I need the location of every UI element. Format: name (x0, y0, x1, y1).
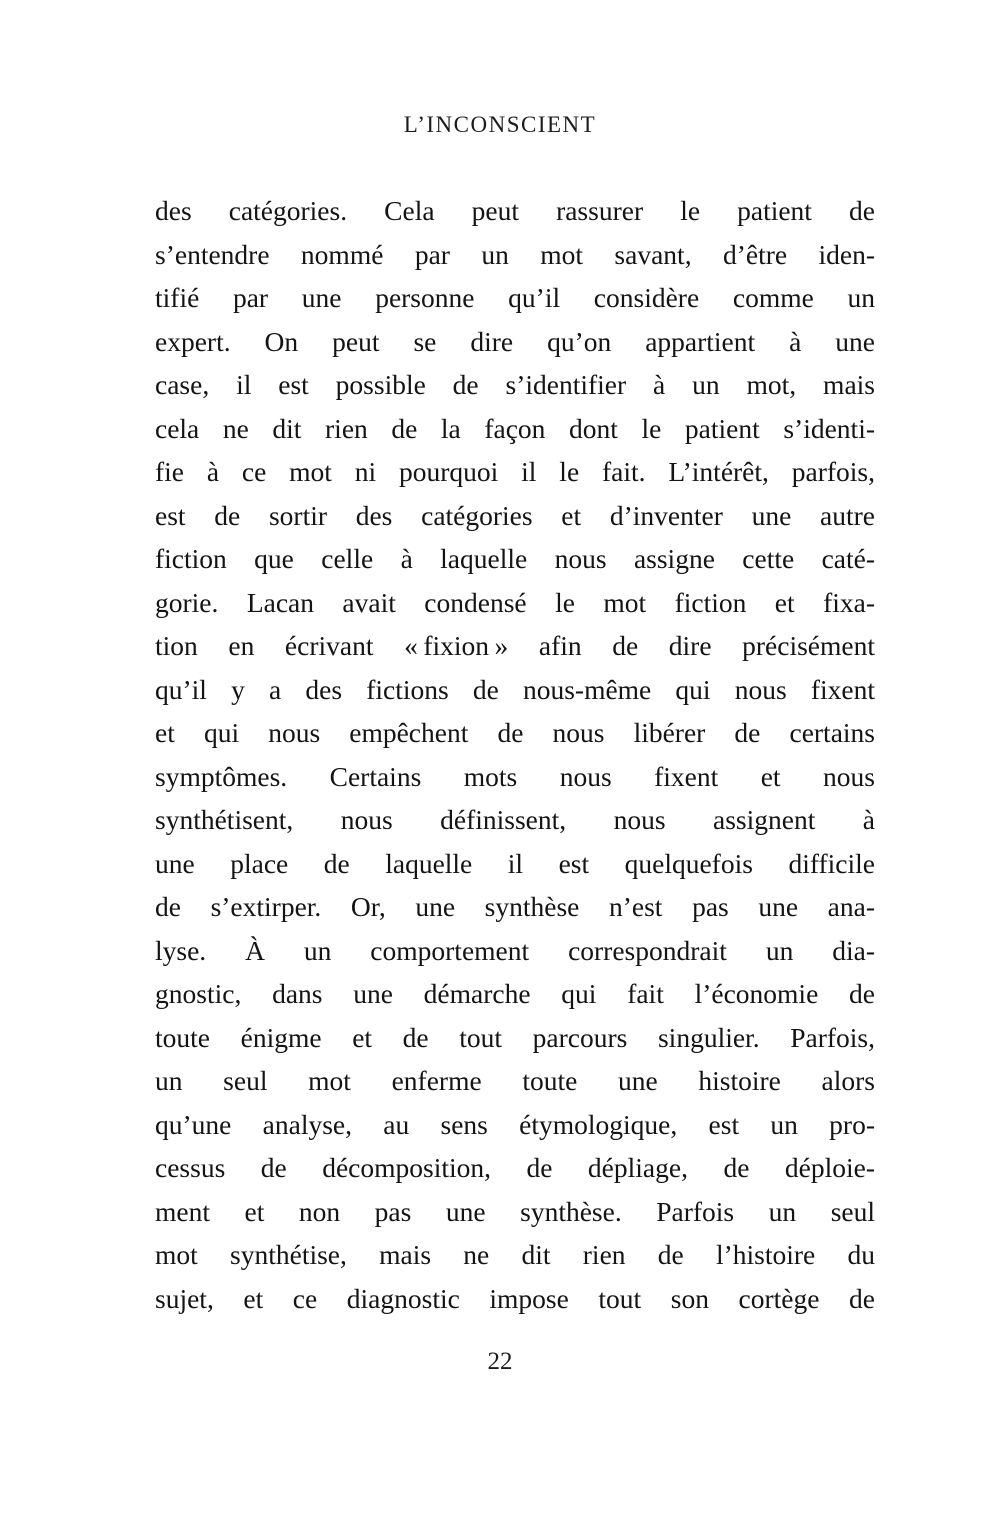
body-line: expert. On peut se dire qu’on appartient à une (155, 325, 875, 357)
body-line: est de sortir des catégories et d’inventer une autre (155, 499, 875, 531)
body-line: une place de laquelle il est quelquefois difficile (155, 847, 875, 879)
body-line: gorie. Lacan avait condensé le mot fiction et fixa- (155, 586, 875, 618)
running-header: L’INCONSCIENT (403, 112, 597, 137)
body-line: fie à ce mot ni pourquoi il le fait. L’intérêt, parfois, (155, 456, 875, 487)
page-number: 22 (487, 1348, 513, 1375)
body-line: tion en écrivant « fixion » afin de dire précisément (155, 630, 875, 661)
body-line: gnostic, dans une démarche qui fait l’économie de (155, 978, 875, 1009)
body-line: lyse. À un comportement correspondrait un dia- (155, 934, 875, 966)
body-line: de s’extirper. Or, une synthèse n’est pas une ana- (155, 891, 875, 922)
body-line: cessus de décomposition, de dépliage, de déploie- (155, 1152, 875, 1183)
body-line: ment et non pas une synthèse. Parfois un seul (155, 1195, 875, 1227)
body-line: qu’il y a des fictions de nous-même qui nous fixent (155, 673, 875, 705)
body-line: case, il est possible de s’identifier à un mot, mais (155, 369, 875, 400)
body-line: mot synthétise, mais ne dit rien de l’histoire du (155, 1239, 875, 1270)
body-line: symptômes. Certains mots nous fixent et nous (155, 760, 875, 792)
body-line: un seul mot enferme toute une histoire alors (155, 1065, 875, 1096)
body-line: fiction que celle à laquelle nous assigne cette caté- (155, 543, 875, 574)
body-line: cela ne dit rien de la façon dont le patient s’identi- (155, 412, 875, 444)
body-text (155, 189, 875, 1320)
body-line: tifié par une personne qu’il considère comme un (155, 282, 875, 313)
body-line: sujet, et ce diagnostic impose tout son cortège de (155, 1282, 875, 1314)
body-line: synthétisent, nous définissent, nous assignent à (155, 804, 875, 835)
body-line: toute énigme et de tout parcours singulier. Parfois, (155, 1021, 875, 1053)
body-line: des catégories. Cela peut rassurer le patient de (155, 195, 875, 226)
body-line: qu’une analyse, au sens étymologique, est un pro- (155, 1108, 875, 1140)
body-line: s’entendre nommé par un mot savant, d’être iden- (155, 238, 875, 270)
body-line: et qui nous empêchent de nous libérer de certains (155, 717, 875, 748)
